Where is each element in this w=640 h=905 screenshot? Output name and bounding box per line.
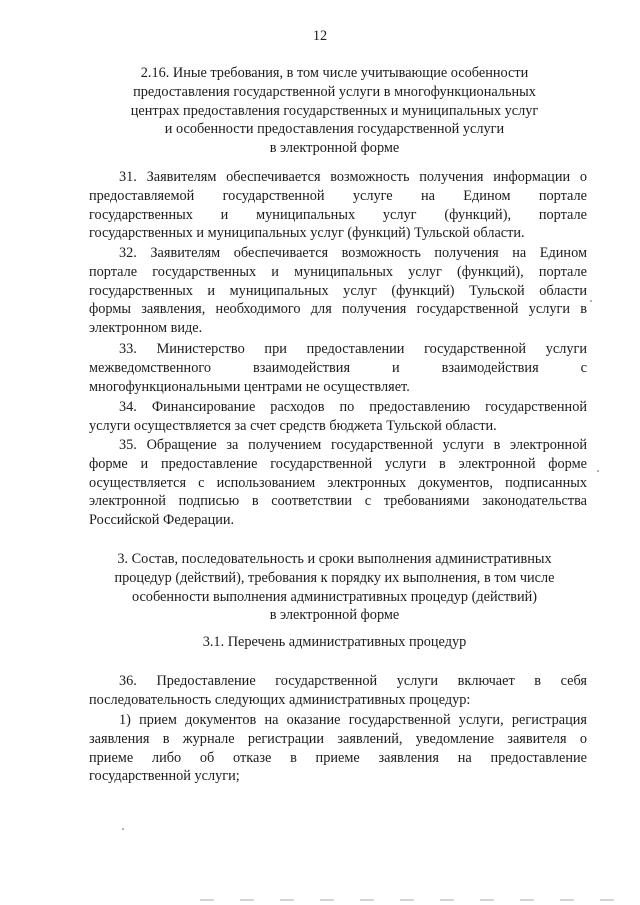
heading-line: 2.16. Иные требования, в том числе учитывающие особенности [140, 65, 529, 81]
scan-speck [590, 300, 592, 302]
paragraph-line: последовательность следующих административных процедур: [89, 691, 471, 708]
paragraph-34 [89, 398, 587, 436]
paragraph-32 [89, 244, 587, 338]
scan-artifact [200, 899, 620, 901]
paragraph-line: государственной услуги; [89, 768, 240, 785]
paragraph-line: Российской Федерации. [89, 512, 235, 529]
section-3-1-heading [82, 633, 587, 652]
paragraph-line: многофункциональными центрами не осуществляет. [89, 378, 410, 395]
paragraph-line: государственных и муниципальных услуг (функций), портале [89, 206, 587, 223]
heading-line: в электронной форме [269, 607, 400, 624]
paragraph-36 [89, 672, 587, 710]
paragraph-line: приеме либо об отказе в приеме заявления на предоставление [89, 749, 587, 766]
heading-line: 3. Состав, последовательность и сроки выполнения административных [117, 551, 552, 567]
paragraph-31 [89, 168, 587, 243]
heading-line: процедур (действий), требования к порядку их выполнения, в том числе [114, 569, 555, 586]
paragraph-line: 31. Заявителям обеспечивается возможность получения информации о [119, 169, 587, 185]
paragraph-line: государственных и муниципальных услуг (функций) Тульской области. [89, 225, 525, 242]
paragraph-33 [89, 340, 587, 396]
paragraph-line: 35. Обращение за получением государственной услуги в электронной [119, 437, 587, 453]
heading-line: особенности выполнения административных процедур (действий) [131, 588, 538, 605]
paragraph-line: электронном виде. [89, 320, 203, 337]
heading-line: в электронной форме [269, 140, 400, 157]
paragraph-line: 34. Финансирование расходов по предоставлению государственной [119, 399, 587, 415]
paragraph-line: формы заявления, необходимого для получения государственной услуги в [89, 301, 587, 318]
scan-speck [597, 470, 599, 472]
paragraph-line: портале государственных и муниципальных услуг (функций), портале [89, 263, 587, 280]
paragraph-line: 32. Заявителям обеспечивается возможность получения на Едином [119, 245, 587, 261]
scan-speck [122, 828, 124, 830]
heading-line: центрах предоставления государственных и муниципальных услуг [130, 102, 539, 119]
paragraph-line: государственных и муниципальных услуг (функций) Тульской области [89, 282, 587, 299]
paragraph-line: форме и предоставление государственной услуги в электронной форме [89, 455, 587, 472]
section-2-16-heading [82, 64, 587, 158]
paragraph-line: 36. Предоставление государственной услуги включает в себя [119, 673, 587, 689]
paragraph-line: 33. Министерство при предоставлении государственной услуги [119, 341, 587, 357]
heading-line: предоставления государственной услуги в многофункциональных [133, 83, 536, 100]
paragraph-line: 1) прием документов на оказание государственной услуги, регистрация [119, 712, 587, 728]
paragraph-line: межведомственного взаимодействия и взаимодействия с [89, 359, 587, 376]
paragraph-35 [89, 436, 587, 530]
section-3-heading [82, 550, 587, 625]
paragraph-line: услуги осуществляется за счет средств бюджета Тульской области. [89, 417, 497, 434]
paragraph-line: осуществляется с использованием электронных документов, подписанных [89, 474, 587, 491]
paragraph-line: заявления в журнале регистрации заявлений, уведомление заявителя о [89, 730, 587, 747]
page-number: 12 [312, 28, 328, 44]
paragraph-line: электронной подписью в соответствии с требованиями законодательства [89, 493, 587, 510]
heading-line: 3.1. Перечень административных процедур [202, 634, 467, 650]
paragraph-36-item-1 [89, 711, 587, 786]
paragraph-line: предоставляемой государственной услуге на Едином портале [89, 187, 587, 204]
heading-line: и особенности предоставления государственной услуги [164, 121, 505, 138]
